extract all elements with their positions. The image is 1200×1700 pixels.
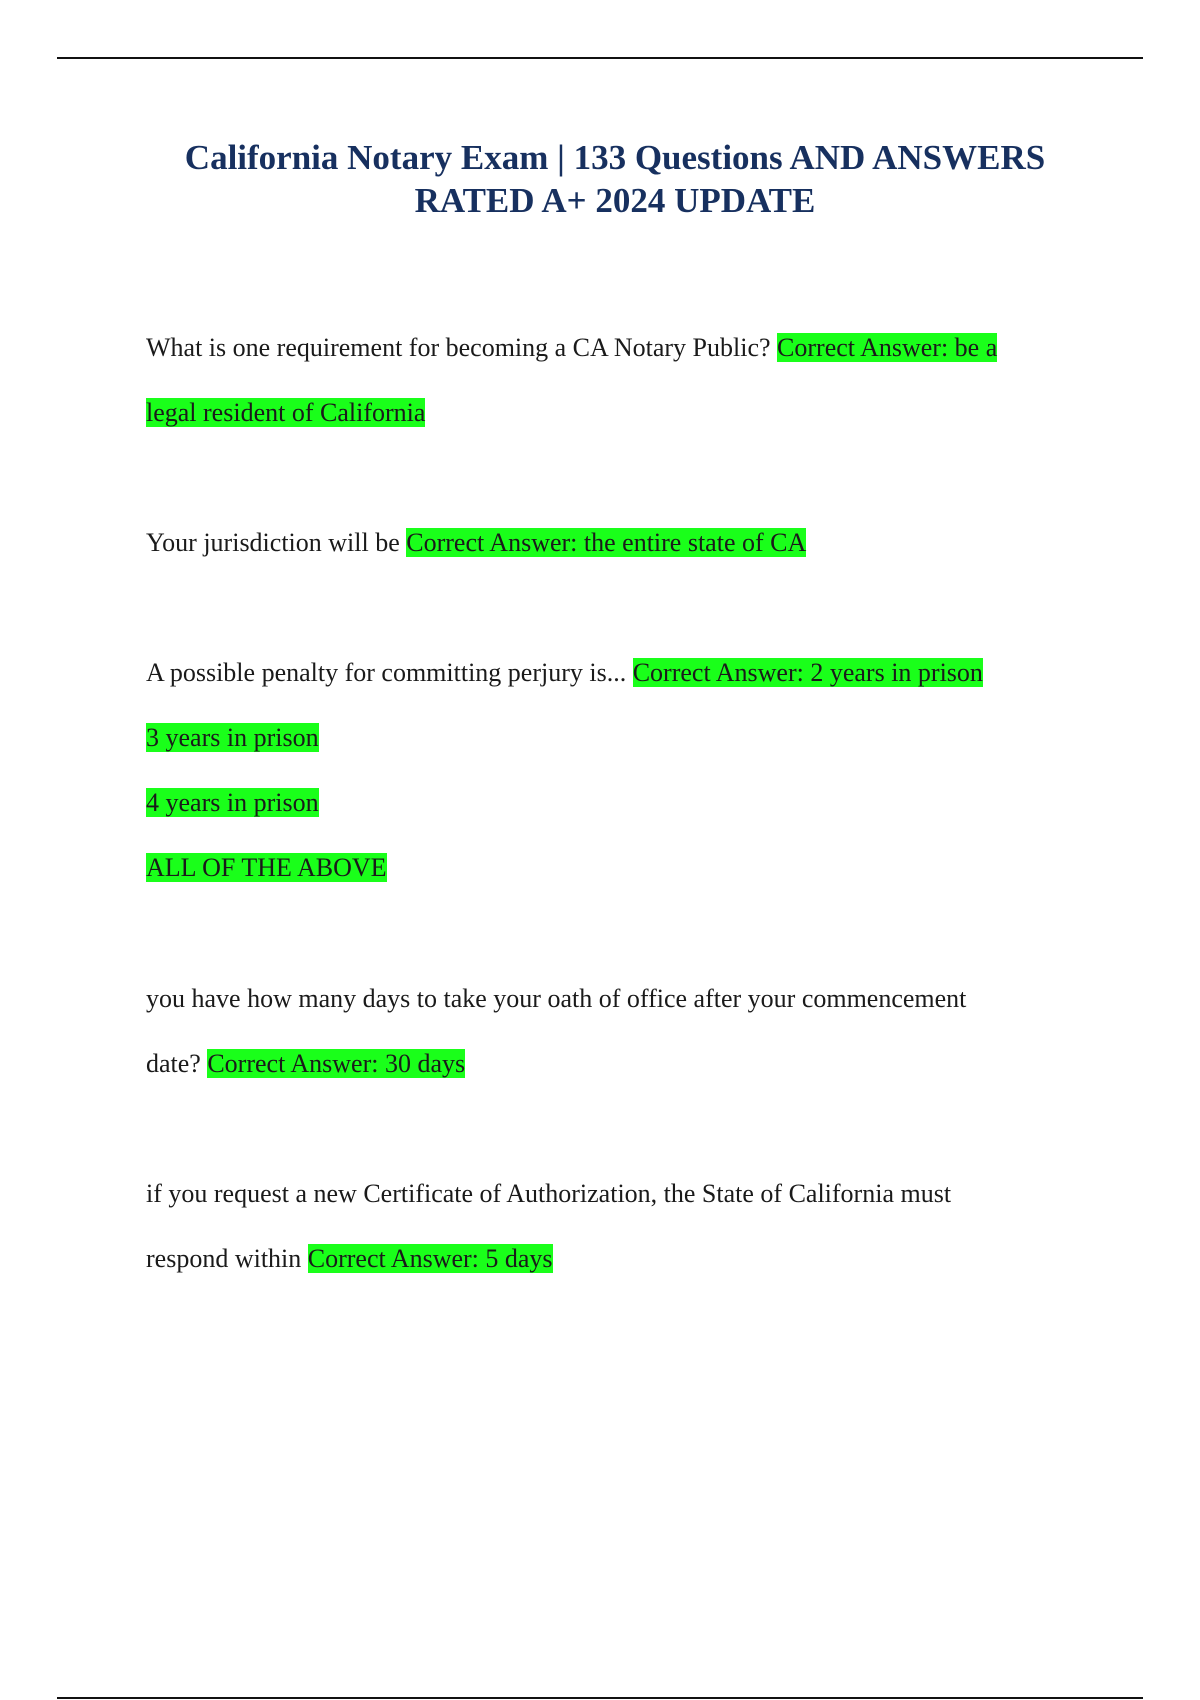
question-text: Your jurisdiction will be	[146, 528, 400, 557]
answer-highlight: ALL OF THE ABOVE	[146, 853, 387, 882]
qa-line	[146, 770, 1096, 835]
title-line-2: RATED A+ 2024 UPDATE	[414, 181, 816, 220]
qa-line	[146, 380, 1096, 445]
qa-item-1	[146, 315, 1096, 445]
qa-line	[146, 1161, 1096, 1226]
qa-item-3	[146, 640, 1096, 900]
answer-highlight: 3 years in prison	[146, 723, 319, 752]
qa-line	[146, 1226, 1096, 1291]
answer-highlight: 4 years in prison	[146, 788, 319, 817]
qa-line	[146, 966, 1096, 1031]
question-text: respond within	[146, 1244, 302, 1273]
answer-highlight: Correct Answer: be a	[777, 333, 998, 362]
qa-line	[146, 1031, 1096, 1096]
top-rule	[57, 57, 1143, 59]
question-text: you have how many days to take your oath of office after your commencement	[146, 984, 967, 1013]
qa-item-2	[146, 510, 1096, 575]
answer-highlight: Correct Answer: the entire state of CA	[406, 528, 807, 557]
answer-highlight: legal resident of California	[146, 398, 426, 427]
answer-highlight: Correct Answer: 5 days	[307, 1244, 553, 1273]
qa-line	[146, 510, 1096, 575]
title-line-1: California Notary Exam | 133 Questions AND ANSWERS	[184, 138, 1046, 177]
qa-line	[146, 640, 1096, 705]
qa-item-4	[146, 966, 1096, 1096]
answer-highlight: Correct Answer: 30 days	[207, 1049, 466, 1078]
question-text: date?	[146, 1049, 201, 1078]
document-title	[120, 136, 1110, 222]
qa-line	[146, 835, 1096, 900]
question-text: What is one requirement for becoming a CA Notary Public?	[146, 333, 771, 362]
qa-line	[146, 315, 1096, 380]
answer-highlight: Correct Answer: 2 years in prison	[632, 658, 983, 687]
qa-line	[146, 705, 1096, 770]
qa-item-5	[146, 1161, 1096, 1291]
question-text: A possible penalty for committing perjury is...	[146, 658, 627, 687]
bottom-rule	[57, 1697, 1143, 1699]
question-text: if you request a new Certificate of Authorization, the State of California must	[146, 1179, 952, 1208]
